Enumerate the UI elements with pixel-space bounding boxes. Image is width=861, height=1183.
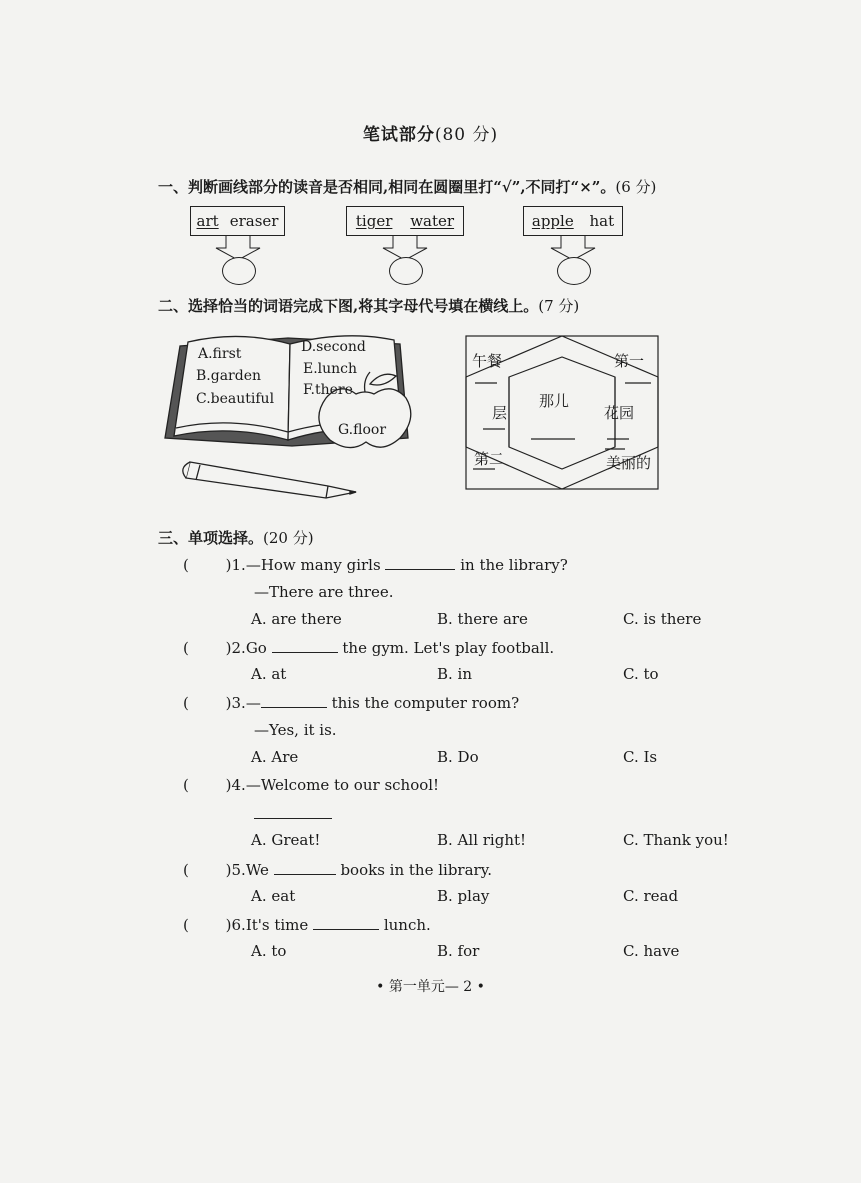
- question-1: [183, 555, 568, 574]
- answer-blank[interactable]: [274, 860, 336, 875]
- choice-a[interactable]: A. Great!: [251, 831, 321, 849]
- choice-c[interactable]: C. Thank you!: [623, 831, 729, 849]
- choice-b[interactable]: B. Do: [437, 748, 479, 766]
- diagram-garden: 花园: [604, 404, 635, 422]
- answer-paren[interactable]: (: [183, 556, 189, 574]
- question-text: —: [245, 694, 261, 712]
- question-number: )6.: [225, 916, 246, 934]
- page-footer: • 第一单元— 2 •: [376, 979, 485, 995]
- question-number: )3.: [225, 694, 246, 712]
- answer-circle-1[interactable]: [222, 257, 256, 285]
- choice-c[interactable]: C. Is: [623, 748, 658, 766]
- question-text: this the computer room?: [331, 694, 520, 712]
- answer-blank[interactable]: [385, 555, 455, 570]
- question-text: We: [245, 861, 269, 879]
- choice-b[interactable]: B. All right!: [437, 831, 527, 849]
- option-b: B.garden: [196, 368, 262, 384]
- option-g: G.floor: [338, 422, 387, 438]
- question-3: [183, 693, 519, 712]
- answer-paren[interactable]: (: [183, 639, 189, 657]
- answer-paren[interactable]: (: [183, 694, 189, 712]
- choice-c[interactable]: C. is there: [623, 610, 702, 628]
- option-d: D.second: [301, 339, 366, 355]
- question-text: in the library?: [460, 556, 568, 574]
- section2-points: (7 分): [538, 297, 580, 315]
- answer-circle-3[interactable]: [557, 257, 591, 285]
- diagram-second: 第二: [474, 450, 505, 468]
- diagram-beautiful: 美丽的: [606, 454, 652, 472]
- word: apple: [531, 212, 574, 230]
- answer-paren[interactable]: (: [183, 776, 189, 794]
- question-2: [183, 638, 554, 657]
- word-box-2: [346, 206, 464, 236]
- title-text: 笔试部分: [362, 125, 435, 145]
- option-f: F.there: [303, 382, 353, 398]
- answer-blank[interactable]: [261, 693, 327, 708]
- question-text: books in the library.: [340, 861, 492, 879]
- answer-blank[interactable]: [272, 638, 338, 653]
- option-a: A.first: [198, 346, 242, 362]
- question-number: )1.: [225, 556, 246, 574]
- question-number: )2.: [225, 639, 246, 657]
- section3-heading: [158, 527, 314, 548]
- question-text: —How many girls: [245, 556, 381, 574]
- question-text: Go: [245, 639, 267, 657]
- word-box-1: [190, 206, 285, 236]
- question-text: It's time: [245, 916, 309, 934]
- choice-c[interactable]: C. have: [623, 942, 680, 960]
- answer-paren[interactable]: (: [183, 861, 189, 879]
- title-points: (80 分): [434, 125, 499, 145]
- word: art: [196, 212, 219, 230]
- diagram-lunch: 午餐: [472, 352, 503, 370]
- choice-b[interactable]: B. for: [437, 942, 480, 960]
- choice-b[interactable]: B. play: [437, 887, 490, 905]
- word: hat: [589, 212, 615, 230]
- question-number: )4.: [225, 776, 246, 794]
- choice-a[interactable]: A. Are: [251, 748, 299, 766]
- word-box-3: [523, 206, 623, 236]
- section1-heading-text: 一、判断画线部分的读音是否相同,相同在圆圈里打“√”,不同打“×”。: [158, 178, 616, 196]
- answer-blank[interactable]: [254, 818, 332, 819]
- answer-blank[interactable]: [313, 915, 379, 930]
- diagram-there: 那儿: [539, 392, 570, 410]
- choice-b[interactable]: B. in: [437, 665, 473, 683]
- section3-points: (20 分): [263, 529, 314, 547]
- word: eraser: [229, 212, 279, 230]
- question-text: —Welcome to our school!: [245, 776, 440, 794]
- section2-heading-text: 二、选择恰当的词语完成下图,将其字母代号填在横线上。: [158, 297, 539, 315]
- question-text: lunch.: [383, 916, 431, 934]
- question-4: [183, 776, 439, 794]
- word: tiger: [355, 212, 393, 230]
- section1-points: (6 分): [615, 178, 657, 196]
- choice-a[interactable]: A. at: [251, 665, 287, 683]
- section1-arrows: [0, 0, 861, 300]
- choice-c[interactable]: C. to: [623, 665, 659, 683]
- question-6: [183, 915, 431, 934]
- choice-a[interactable]: A. to: [251, 942, 287, 960]
- word: water: [410, 212, 455, 230]
- choice-b[interactable]: B. there are: [437, 610, 528, 628]
- answer-circle-2[interactable]: [389, 257, 423, 285]
- option-c: C.beautiful: [196, 391, 275, 407]
- question-text: the gym. Let's play football.: [342, 639, 555, 657]
- choice-c[interactable]: C. read: [623, 887, 679, 905]
- choice-a[interactable]: A. are there: [251, 610, 342, 628]
- diagram-first: 第一: [614, 352, 645, 370]
- answer-paren[interactable]: (: [183, 916, 189, 934]
- choice-a[interactable]: A. eat: [251, 887, 296, 905]
- section3-heading-text: 三、单项选择。: [158, 529, 264, 547]
- question-response: —Yes, it is.: [254, 721, 337, 739]
- question-5: [183, 860, 492, 879]
- question-response: —There are three.: [254, 583, 394, 601]
- option-e: E.lunch: [303, 361, 358, 377]
- section2-heading: [158, 295, 579, 316]
- question-number: )5.: [225, 861, 246, 879]
- diagram-floor: 层: [492, 404, 508, 422]
